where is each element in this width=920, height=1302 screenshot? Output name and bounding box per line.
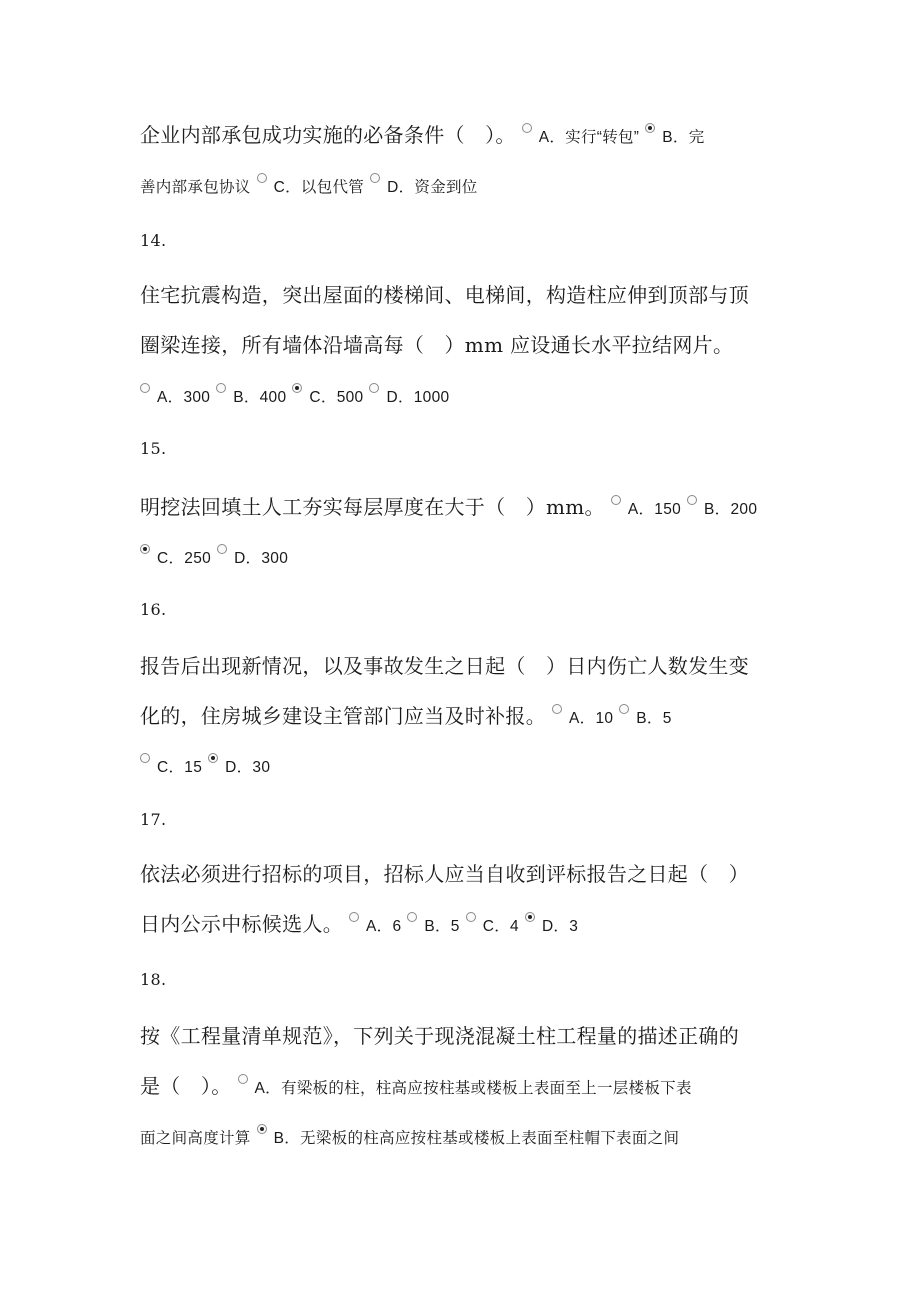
q18-radio-a[interactable] [238,1074,248,1084]
q13-option-d: D．资金到位 [387,179,478,196]
q17-option-b: B．5 [424,918,460,935]
q13-radio-c[interactable] [257,173,267,183]
q14-option-b: B．400 [233,389,287,406]
q15-stem: 明挖法回填土人工夯实每层厚度在大于（ ）mm。 [140,495,605,519]
q17-radio-d[interactable] [525,912,535,922]
q17-option-d: D．3 [541,918,579,935]
q15-option-c: C．250 [157,550,212,567]
q17-radio-a[interactable] [349,912,359,922]
q18-option-a-cont: 面之间高度计算 [140,1130,251,1147]
q16-stem-line-1: 报告后出现新情况，以及事故发生之日起（ ）日内伤亡人数发生变 [140,654,749,678]
q14-radio-a[interactable] [140,383,150,393]
q13-option-b-cont: 善内部承包协议 [140,179,251,196]
q16-option-b: B．5 [636,710,672,727]
q15-radio-a[interactable] [611,495,621,505]
q14-options [140,381,449,412]
q18-stem-cont: 是（ ）。 [140,1074,232,1098]
q17-line-2 [140,910,578,941]
q13-option-b: B．完 [662,129,705,146]
q16-line-2 [140,702,672,733]
q13-radio-a[interactable] [522,123,532,133]
q16-radio-c[interactable] [140,753,150,763]
q16-number: 16. [140,600,167,619]
q16-radio-b[interactable] [619,704,629,714]
q13-radio-b[interactable] [645,123,655,133]
q18-radio-b[interactable] [257,1124,267,1134]
q18-number: 18. [140,970,167,989]
q16-option-a: A．10 [569,710,614,727]
q15-option-d: D．300 [234,550,289,567]
q16-radio-a[interactable] [552,704,562,714]
q15-radio-b[interactable] [687,495,697,505]
q18-line-2 [140,1072,692,1103]
q14-option-c: C．500 [309,389,364,406]
q14-radio-b[interactable] [216,383,226,393]
q14-radio-c[interactable] [292,383,302,393]
q16-stem-cont: 化的，住房城乡建设主管部门应当及时补报。 [140,704,546,728]
q13-line-1 [140,121,705,152]
q13-line-2 [140,171,478,202]
q18-stem-line-1: 按《工程量清单规范》，下列关于现浇混凝土柱工程量的描述正确的 [140,1024,739,1048]
q16-option-c: C．15 [157,759,203,776]
q18-option-a: A．有梁板的柱，柱高应按柱基或楼板上表面至上一层楼板下表 [254,1080,692,1097]
q16-option-d: D．30 [225,759,271,776]
q15-radio-d[interactable] [217,544,227,554]
q13-radio-d[interactable] [370,173,380,183]
q14-number: 14. [140,231,167,250]
q15-line-2 [140,542,288,573]
q17-stem-line-1: 依法必须进行招标的项目，招标人应当自收到评标报告之日起（ ） [140,862,749,886]
q15-option-a: A．150 [627,501,682,518]
q15-line-1 [140,493,757,524]
q13-option-a: A．实行“转包” [538,129,640,146]
q15-radio-c[interactable] [140,544,150,554]
q17-number: 17. [140,810,167,829]
q18-line-3 [140,1122,679,1153]
q15-option-b: B．200 [704,501,758,518]
q14-option-d: D．1000 [386,389,450,406]
q17-radio-b[interactable] [407,912,417,922]
q15-number: 15. [140,439,167,458]
q16-radio-d[interactable] [208,753,218,763]
q14-stem-line-2: 圈梁连接，所有墙体沿墙高每（ ）mm 应设通长水平拉结网片。 [140,333,734,357]
q17-option-c: C．4 [482,918,519,935]
q14-radio-d[interactable] [369,383,379,393]
q14-option-a: A．300 [157,389,211,406]
q18-option-b: B．无梁板的柱高应按柱基或楼板上表面至柱帽下表面之间 [273,1130,680,1147]
q17-radio-c[interactable] [466,912,476,922]
q13-stem: 企业内部承包成功实施的必备条件（ ）。 [140,123,516,147]
q13-option-c: C．以包代管 [273,179,365,196]
q17-stem-cont: 日内公示中标候选人。 [140,912,343,936]
q17-option-a: A．6 [366,918,402,935]
q16-line-3 [140,751,270,782]
q14-stem-line-1: 住宅抗震构造，突出屋面的楼梯间、电梯间，构造柱应伸到顶部与顶 [140,283,749,307]
